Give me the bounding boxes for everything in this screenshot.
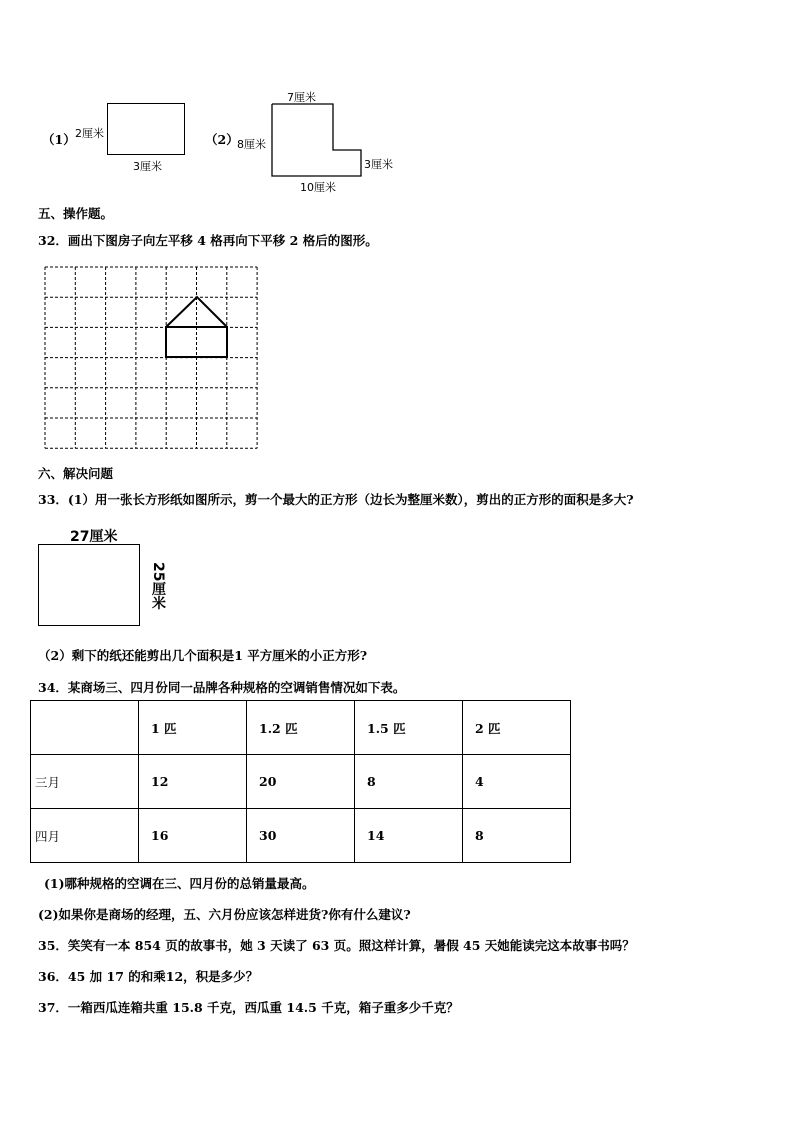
table-cell: 20 bbox=[247, 755, 355, 809]
table-cell: 1.5 匹 bbox=[355, 701, 463, 755]
q33-part1: 33．(1）用一张长方形纸如图所示，剪一个最大的正方形（边长为整厘米数），剪出的正方形的面积是多大? bbox=[38, 492, 634, 507]
table-cell: 30 bbox=[247, 809, 355, 863]
sales-table bbox=[30, 700, 571, 863]
q32-text: 32．画出下图房子向左平移 4 格再向下平移 2 格后的图形。 bbox=[38, 233, 378, 248]
fig1-label: （1） bbox=[42, 132, 76, 147]
q37-text: 37．一箱西瓜连箱共重 15.8 千克，西瓜重 14.5 千克，箱子重多少千克？ bbox=[38, 1000, 459, 1015]
table-row bbox=[31, 809, 571, 863]
table-cell: 14 bbox=[355, 809, 463, 863]
section6-heading: 六、解决问题 bbox=[38, 466, 114, 481]
house-grid bbox=[0, 0, 794, 460]
q33-part2: （2）剩下的纸还能剪出几个面积是1 平方厘米的小正方形? bbox=[38, 648, 368, 663]
fig2-top: 7厘米 bbox=[287, 91, 316, 104]
q33-fig-height: 25厘米 bbox=[150, 562, 166, 610]
table-cell: 1 匹 bbox=[139, 701, 247, 755]
fig1-height: 2厘米 bbox=[75, 127, 104, 140]
table-cell: 16 bbox=[139, 809, 247, 863]
q35-text: 35．笑笑有一本 854 页的故事书，她 3 天读了 63 页。照这样计算，暑假 45 天她能读完这本故事书吗？ bbox=[38, 938, 635, 953]
fig1-width: 3厘米 bbox=[133, 160, 162, 173]
table-cell: 2 匹 bbox=[463, 701, 571, 755]
q34-part1: (1)哪种规格的空调在三、四月份的总销量最高。 bbox=[44, 876, 315, 891]
q34-text: 34．某商场三、四月份同一品牌各种规格的空调销售情况如下表。 bbox=[38, 680, 406, 695]
table-cell: 4 bbox=[463, 755, 571, 809]
fig2-bottom: 10厘米 bbox=[300, 181, 336, 194]
q34-part2: (2)如果你是商场的经理，五、六月份应该怎样进货?你有什么建议? bbox=[38, 907, 411, 922]
fig2-left: 8厘米 bbox=[237, 138, 266, 151]
fig2-right: 3厘米 bbox=[364, 158, 393, 171]
table-cell: 8 bbox=[463, 809, 571, 863]
table-cell: 1.2 匹 bbox=[247, 701, 355, 755]
section5-heading: 五、操作题。 bbox=[38, 206, 114, 221]
q36-text: 36．45 加 17 的和乘12，积是多少？ bbox=[38, 969, 259, 984]
q33-fig-width: 27厘米 bbox=[70, 529, 118, 545]
table-cell bbox=[31, 701, 139, 755]
table-cell: 8 bbox=[355, 755, 463, 809]
table-cell: 四月 bbox=[31, 809, 139, 863]
fig2-label: （2） bbox=[205, 132, 239, 147]
table-cell: 三月 bbox=[31, 755, 139, 809]
table-cell: 12 bbox=[139, 755, 247, 809]
table-header-row bbox=[31, 701, 571, 755]
table-row bbox=[31, 755, 571, 809]
q33-rectangle bbox=[38, 544, 140, 626]
